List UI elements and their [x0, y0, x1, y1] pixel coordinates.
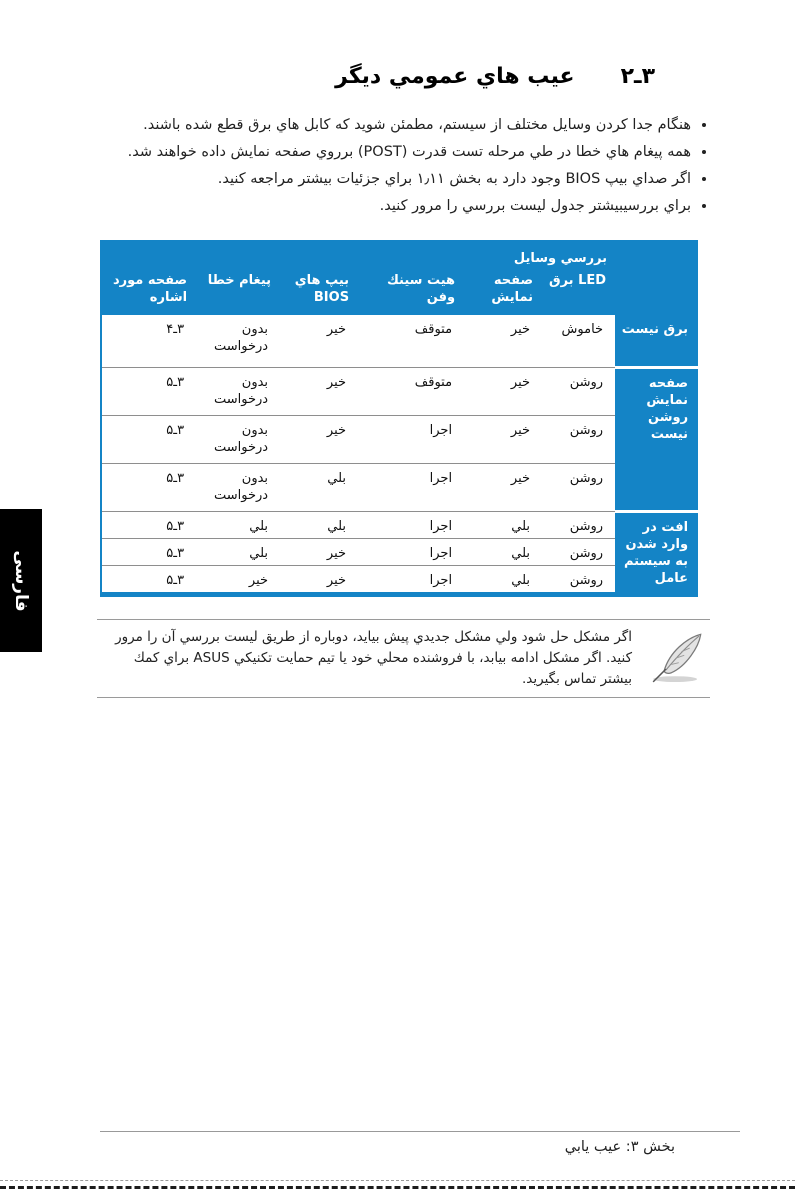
value-cell: اجرا — [358, 511, 464, 538]
value-cell: خير — [196, 565, 280, 594]
column-header: LED برق — [542, 268, 615, 315]
table-row — [101, 463, 697, 511]
value-cell: بلي — [196, 538, 280, 565]
page-footer: بخش ۳: عيب يابي — [100, 1131, 740, 1155]
value-cell: روشن — [542, 367, 615, 415]
quill-pen-icon — [644, 631, 708, 687]
table-group-header-row — [101, 241, 697, 268]
table-row — [101, 415, 697, 463]
value-cell: بلي — [196, 511, 280, 538]
table-columns-row — [101, 268, 697, 315]
value-cell: ۳ـ۴ — [101, 315, 196, 367]
category-cell: افت در وارد شدن به سيستم عامل — [615, 511, 697, 594]
checklist-table — [100, 240, 698, 597]
value-cell: متوقف — [358, 315, 464, 367]
cut-line-faint — [0, 1180, 795, 1181]
value-cell: خير — [280, 315, 358, 367]
table-row — [101, 511, 697, 538]
column-header: پيغام خطا — [196, 268, 280, 315]
cut-line — [0, 1186, 795, 1189]
category-cell: صفحه نمايش روشن نيست — [615, 367, 697, 511]
page-title: عيب هاي عمومي ديگر — [335, 64, 575, 89]
value-cell: خاموش — [542, 315, 615, 367]
value-cell: خير — [464, 315, 542, 367]
value-cell: بدون درخواست — [196, 315, 280, 367]
value-cell: اجرا — [358, 565, 464, 594]
value-cell: روشن — [542, 538, 615, 565]
table-row — [101, 367, 697, 415]
group-header-label: بررسي وسايل — [101, 241, 615, 268]
column-header: بيپ هاي BIOS — [280, 268, 358, 315]
category-header-cell — [615, 241, 697, 315]
value-cell: بدون درخواست — [196, 367, 280, 415]
value-cell: بلي — [464, 565, 542, 594]
bullet-list — [85, 112, 709, 220]
value-cell: بدون درخواست — [196, 415, 280, 463]
column-header: هيت سينك وفن — [358, 268, 464, 315]
value-cell: خير — [280, 538, 358, 565]
column-header: صفحه نمايش — [464, 268, 542, 315]
value-cell: روشن — [542, 463, 615, 511]
value-cell: بلي — [464, 511, 542, 538]
value-cell: بلي — [280, 511, 358, 538]
value-cell: ۳ـ۵ — [101, 538, 196, 565]
value-cell: اجرا — [358, 463, 464, 511]
value-cell: خير — [464, 415, 542, 463]
value-cell: متوقف — [358, 367, 464, 415]
value-cell: ۳ـ۵ — [101, 565, 196, 594]
value-cell: ۳ـ۵ — [101, 511, 196, 538]
bullet-item: • هنگام جدا كردن وسايل مختلف از سيستم، مطمئن شويد كه كابل هاي برق قطع شده باشند. — [85, 112, 691, 139]
value-cell: خير — [280, 415, 358, 463]
checklist-table-wrap — [100, 240, 696, 597]
value-cell: خير — [464, 367, 542, 415]
value-cell: بدون درخواست — [196, 463, 280, 511]
column-header: صفحه مورد اشاره — [101, 268, 196, 315]
value-cell: روشن — [542, 511, 615, 538]
bullet-item: • همه پيغام هاي خطا در طي مرحله تست قدرت (POST) برروي صفحه نمايش داده خواهند شد. — [85, 139, 691, 166]
language-tab-label: فارسی — [11, 549, 31, 612]
value-cell: روشن — [542, 415, 615, 463]
value-cell: ۳ـ۵ — [101, 463, 196, 511]
value-cell: اجرا — [358, 538, 464, 565]
table-body — [101, 315, 697, 594]
value-cell: خير — [464, 463, 542, 511]
value-cell: ۳ـ۵ — [101, 367, 196, 415]
note-text: اگر مشكل حل شود ولي مشكل جديدي پيش بيايد، دوباره از طريق ليست بررسي آن را مرور كنيد. اگر مشكل ادامه بيابد، با فروشنده محلي خود يا تيم حمايت تكنيكي ASUS براي كمك بيشتر تماس بگيريد. — [115, 629, 632, 687]
section-heading — [335, 64, 655, 89]
table-row — [101, 565, 697, 594]
value-cell: بلي — [280, 463, 358, 511]
category-cell: برق نيست — [615, 315, 697, 367]
value-cell: اجرا — [358, 415, 464, 463]
value-cell: ۳ـ۵ — [101, 415, 196, 463]
table-row — [101, 538, 697, 565]
value-cell: خير — [280, 367, 358, 415]
bullet-item: • براي بررسيبيشتر جدول ليست بررسي را مرور كنيد. — [85, 193, 691, 220]
bullet-section — [85, 112, 709, 220]
bullet-item: • اگر صداي بيپ BIOS وجود دارد به بخش ۱٫۱۱ براي جزئيات بيشتر مراجعه كنيد. — [85, 166, 691, 193]
table-row — [101, 315, 697, 367]
value-cell: روشن — [542, 565, 615, 594]
value-cell: خير — [280, 565, 358, 594]
note-block — [97, 619, 710, 698]
section-number: ۳ـ۲ — [620, 64, 655, 89]
value-cell: بلي — [464, 538, 542, 565]
language-side-tab — [0, 509, 42, 652]
